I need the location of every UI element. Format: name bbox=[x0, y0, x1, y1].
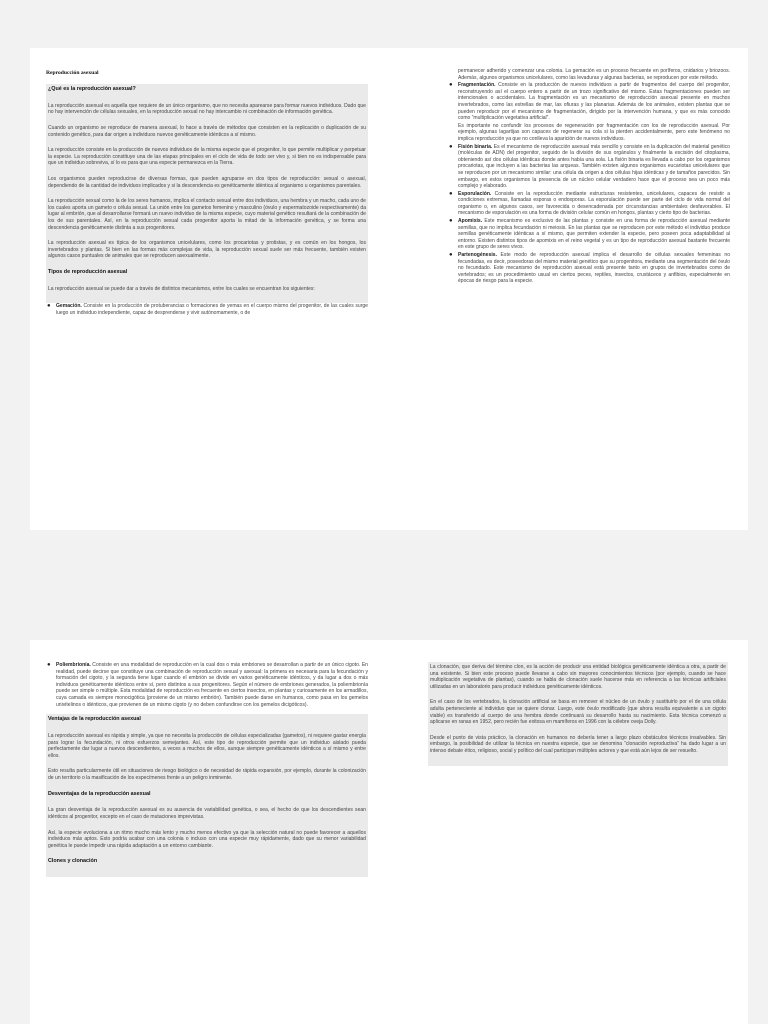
document-title: Reproducción asexual bbox=[46, 70, 99, 76]
document-page-1 bbox=[30, 48, 748, 530]
term: Esporulación. bbox=[458, 190, 492, 197]
bullet-icon: ● bbox=[449, 143, 453, 150]
section-heading-types: Tipos de reproducción asexual bbox=[48, 268, 128, 275]
section-heading-clones: Clones y clonación bbox=[48, 858, 98, 865]
section-advantages bbox=[46, 714, 368, 877]
page2-left-column bbox=[46, 662, 368, 877]
section-heading-disadvantages: Desventajas de la reproducción asexual bbox=[48, 790, 151, 797]
continued-text: permanecer adherido y comenzar una colonia. La gemación es un proceso frecuente en poríferos, cnidarios y briozoos. Además, algunos organismos unicelulares, como las levaduras y algunas bacterias, se reproducen por este método. bbox=[458, 68, 730, 81]
types-list-continued bbox=[46, 662, 368, 708]
document-page-2 bbox=[30, 640, 748, 1024]
types-list-continued bbox=[448, 144, 730, 285]
bullet-icon: ● bbox=[449, 218, 453, 225]
list-item-poliembrionia bbox=[46, 662, 368, 708]
term-description: Consiste en la producción de protuberancias o formaciones de yemas en el cuerpo mismo del progenitor, de las cuales surge luego un individuo independiente, capaz de desprenderse y vivir autónomamente, o de bbox=[56, 303, 368, 316]
paragraph: Esto resulta particularmente útil en situaciones de riesgo biológico o de necesidad de rápida expansión, por ejemplo, durante la colonización de un territorio o la masificación de los especímenes frente a un peligro inminente. bbox=[48, 768, 366, 781]
term-description: Este modo de reproducción asexual implica el desarrollo de células sexuales femeninas no fecundadas, es decir, poseedoras del mismo material genético que su progenitora, mediante una segmentación del óvulo no fecundado. Este mecanismo de reproducción asexual está presente tanto en grupos de invertebrados como de vertebrados; es un procedimiento usual en ciertos peces, reptiles, insectos, crustáceos y anfibios, especialmente en épocas de riesgo para la especie. bbox=[458, 252, 730, 285]
term: Fisión binaria. bbox=[458, 143, 493, 150]
paragraph: La gran desventaja de la reproducción asexual es su ausencia de variabilidad genética, o sea, el hecho de que los descendientes sean idénticos al progenitor, excepto en el caso de mutaciones imprevistas. bbox=[48, 807, 366, 820]
term-description: Este mecanismo es exclusivo de las plantas y consiste en una forma de reproducción asexual mediante semillas, que no implica fecundación ni meiosis. En las plantas que se reproducen por este método el individuo produce semillas genéticamente idénticas a sí mismo, que permiten extender la especie, pero poseen poca adaptabilidad al entorno. Existen distintos tipos de apomixis en el reino vegetal y es un tipo de reproducción asexual bastante frecuente en este grupo de seres vivos. bbox=[458, 218, 730, 251]
types-list bbox=[46, 303, 368, 316]
note-paragraph: Es importante no confundir los procesos de regeneración por fragmentación con los de reproducción asexual. Por ejemplo, algunas lagartijas son capaces de regenerar su cola si la pierden accidentalmente, pero este fenómeno no implica reproducción ya que no conlleva la aparición de nuevos individuos. bbox=[458, 122, 730, 142]
paragraph: La reproducción consiste en la producción de nuevos individuos de la misma especie que el progenitor, lo que permite multiplicar y perpetuar la especie. La reproducción constituye una de las etapas principales en el ciclo de vida de todo ser vivo y, si bien no es indispensable para que un individuo sobreviva, sí lo es para que una especie permanezca en la Tierra. bbox=[48, 147, 366, 167]
paragraph: La reproducción asexual es típica de los organismos unicelulares, como los procariotas y protistas, y es común en los hongos, los invertebrados y plantas. Si bien en las formas más complejas de vida, la reproducción sexual suele ser más frecuente, también existen algunos casos puntuales de animales que se reproducen asexualmente. bbox=[48, 240, 366, 260]
types-list-continued bbox=[448, 82, 730, 122]
paragraph: La reproducción asexual se puede dar a través de distintos mecanismos, entre los cuales se encuentran los siguientes: bbox=[48, 285, 315, 292]
page1-left-column bbox=[46, 70, 368, 317]
term: Partenogénesis. bbox=[458, 252, 497, 259]
paragraph: Cuando un organismo se reproduce de manera asexual, lo hace a través de métodos que consisten en la replicación o duplicación de su contenido genético, para dar origen a individuos nuevos genéticamente idénticos a sí mismo. bbox=[48, 124, 366, 138]
paragraph: La reproducción sexual como la de los seres humanos, implica el contacto sexual entre dos individuos, una hembra y un macho, cada uno de los cuales aporta un gameto o célula sexual. La unión entre los gametos femenino y masculino (óvulo y espermatozoide respectivamente) da lugar al embrión, que al desarrollarse formará un nuevo individuo de la misma especie, cuyo material genético resultará de la combinación de los de sus parentales. Así, en la reproducción sexual cada progenitor aporta la mitad de la información genética, y se forma una descendencia genéticamente distinta a sus progenitores. bbox=[48, 198, 366, 231]
bullet-icon: ● bbox=[449, 82, 453, 89]
term-description: Es el mecanismo de reproducción asexual más sencillo y consiste en la duplicación del material genético (moléculas de ADN) del progenitor, seguido de la división de sus orgánulos y finalmente la escisión del citoplasma, obteniendo así dos células idénticas donde antes había una sola. La fisión binaria es llevada a cabo por los organismos procariotas, que incluyen a las bacterias las arqueas. También existen algunos organismos eucariotas unicelulares que se reproducen por un mecanismo similar: una célula da origen a dos células hijas idénticas y de tamaños parecidos. Sin embargo, en estos organismos la presencia de un núcleo celular verdadero hace que el proceso sea un poco más complejo y elaborado. bbox=[458, 143, 730, 190]
term: Poliembrionía. bbox=[56, 662, 91, 668]
list-item-gemacion bbox=[46, 303, 368, 316]
list-item-partenogenesis bbox=[448, 252, 730, 285]
paragraph: Así, la especie evoluciona a un ritmo mucho más lento y mucho menos efectivo ya que la selección natural no puede favorecer a aquellos individuos más aptos. Esto podría acabar con una colonia o incluso con una especie muy rápidamente, dado que su menor variabilidad genética le puede impedir una rápida adaptación a un entorno cambiante. bbox=[48, 829, 366, 849]
term: Fragmentación. bbox=[458, 82, 496, 89]
section-cloning bbox=[428, 662, 728, 766]
bullet-icon: ● bbox=[47, 303, 51, 310]
term-description: Consiste en la producción de nuevos individuos a partir de fragmentos del cuerpo del progenitor, reconstruyendo así el cuerpo entero a partir de un trozo significativo del mismo. Estas fragmentaciones pueden ser intencionales o accidentales. La fragmentación es un mecanismo de reproducción asexual presente en muchos invertebrados, como las estrellas de mar, las ofiuras y las planarias. Además de los animales, existen plantas que se pueden reproducir por el mecanismo de fragmentación, dirigido por la intervención humana, y que es más conocido como “multiplicación vegetativa artificial”. bbox=[458, 82, 730, 122]
list-item-fision bbox=[448, 144, 730, 190]
list-item-esporulacion bbox=[448, 191, 730, 217]
bullet-icon: ● bbox=[47, 662, 51, 668]
section-heading-advantages: Ventajas de la reproducción asexual bbox=[48, 716, 141, 723]
term: Gemación. bbox=[56, 303, 82, 310]
term: Apomixis. bbox=[458, 218, 483, 225]
paragraph: La reproducción asexual es aquella que requiere de un único organismo, que no necesita aparearse para formar nuevos individuos. Dado que no hay intervención de células sexuales, en la reproducción sexual no hay intercambio ni combinación de información genética. bbox=[48, 102, 366, 116]
bullet-icon: ● bbox=[449, 252, 453, 259]
bullet-icon: ● bbox=[449, 190, 453, 197]
paragraph: La clonación, que deriva del término clon, es la acción de producir una entidad biológica genéticamente idéntica a otra, a partir de una existente. Si bien este proceso puede llevarse a cabo sin mayores conocimientos técnicos (por ejemplo, cuando se hace multiplicación vegetativa de plantas), cuando se habla de clonación suele hacerse más en referencia a las técnicas artificiales utilizadas en un laboratorio para producir individuos genéticamente idénticos. bbox=[430, 664, 726, 690]
term-description: Consiste en una modalidad de reproducción en la cual dos o más embriones se desarrollan a partir de un único cigoto. En realidad, puede decirse que constituye una combinación de reproducción sexual y asexual: la primera es necesaria para la fecundación y formación del cigoto, y la segunda tiene lugar cuando el embrión se divide en varios genéticamente idénticos, y da lugar a dos o más individuos genéticamente idénticos entre sí, pero distintos a sus progenitores. Según el número de embriones generados, la poliembrionía puede ser simple o múltiple. Esta modalidad de reproducción es frecuente en ciertos insectos, en plantas y curiosamente en los armadillos, cuya camada es siempre monocigótica (proviene de un mismo embrión). También puede darse en humanos, como pasa en los gemelos univitelinos o idénticos, que provienen de un mismo cigoto (y no deben confundirse con los gemelos dicigóticos). bbox=[56, 662, 368, 708]
page2-right-column bbox=[428, 662, 728, 766]
list-item-fragmentacion bbox=[448, 82, 730, 122]
paragraph: Desde el punto de vista práctico, la clonación en humanos no debería tener a largo plazo obstáculos técnicos insalvables. Sin embargo, la posibilidad de utilizar la técnica en nuestra especie, que se denomina “clonación reproductiva” ha dado lugar a un intenso debate ético, religioso, social y político del cual participan múltiples actores y que está aún lejos de ser resuelto. bbox=[430, 734, 726, 754]
page1-right-column bbox=[448, 68, 730, 286]
term-description: Consiste en la reproducción mediante estructuras resistentes, unicelulares, capaces de resistir a condiciones extremas, llamadas esporas o endosporas. La esporulación puede ser parte del ciclo de vida normal del organismo o, en algunos casos, ser favorecida o desencadenada por circunstancias ambientales desfavorables. El mecanismo de esporulación es una forma de división celular común en hongos, plantas y cierto tipo de bacterias. bbox=[458, 190, 730, 217]
paragraph: En el caso de los vertebrados, la clonación artificial se basa en remover el núcleo de un óvulo y sustituirlo por el de una célula adulta perteneciente al individuo que se quiere clonar. Luego, este óvulo modificado (que ahora resulta equivalente a un cigoto viable) es transferido al cuerpo de una hembra donde continuará su desarrollo hasta su nacimiento. Esta técnica comenzó a aplicarse en ranas en 1952, pero recién fue exitosa en mamíferos en 1996 con la célebre oveja Dolly. bbox=[430, 699, 726, 726]
section-heading-what-is: ¿Qué es la reproducción asexual? bbox=[48, 86, 136, 92]
section-what-is bbox=[46, 84, 368, 303]
list-item-apomixis bbox=[448, 218, 730, 251]
paragraph: Los organismos pueden reproducirse de diversas formas, que pueden agruparse en dos tipos de reproducción: sexual o asexual, dependiendo de la cantidad de individuos implicados y si la descendencia es genéticamente idéntica al organismo u organismos parentales. bbox=[48, 175, 366, 189]
paragraph: La reproducción asexual es rápida y simple, ya que no necesita la producción de células especializadas (gametos), ni requiere gastar energía para lograr la fecundación, ni otros esfuerzos semejantes. Así, este tipo de reproducción permite que un individuo aislado pueda perfectamente dar lugar a nuevos descendientes, a veces a muchos de ellos, aunque siempre genéticamente idénticos a sí mismo y entre ellos. bbox=[48, 732, 366, 759]
